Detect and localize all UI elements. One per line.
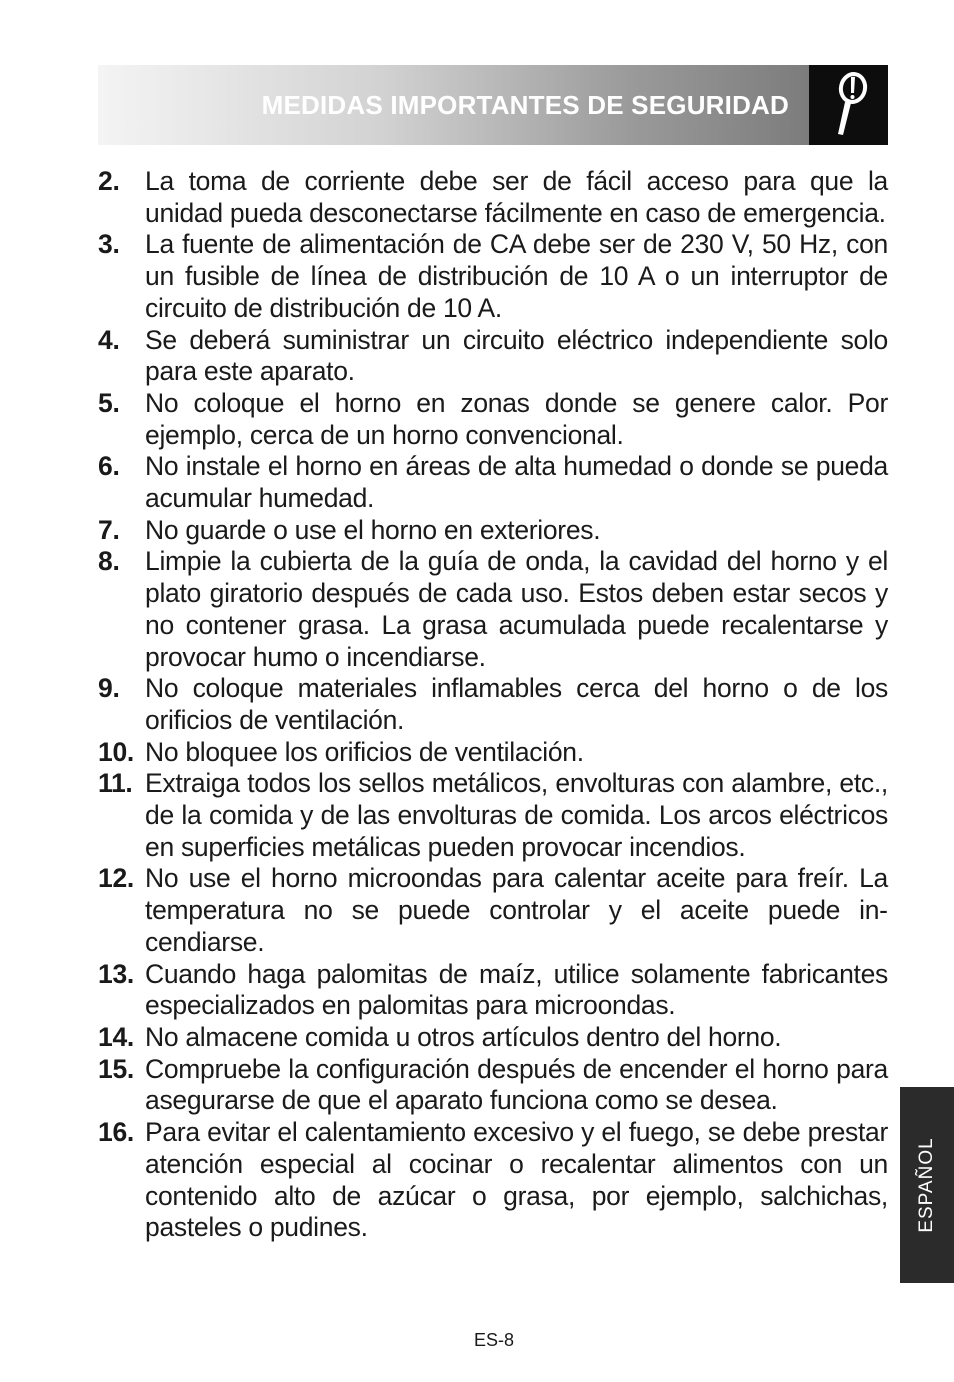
item-text: No instale el horno en áreas de alta humedad o donde se pueda acumular humedad. <box>145 451 888 514</box>
list-item <box>98 451 888 514</box>
warning-exclamation-icon <box>827 71 871 139</box>
item-text: Para evitar el calentamiento excesivo y el fuego, se debe prestar atención especial al cocinar o recalentar alimentos con un contenido alto de azúcar o grasa, por ejemplo, salchichas, pasteles o pudines. <box>145 1117 888 1243</box>
warning-icon-box <box>809 65 888 145</box>
item-text: Compruebe la configuración después de encender el horno para asegurarse de que el aparato funciona como se desea. <box>145 1053 888 1116</box>
item-number: 12. <box>98 863 134 894</box>
page-number: ES-8 <box>473 1330 515 1350</box>
list-item <box>98 388 888 451</box>
list-item <box>98 515 888 547</box>
item-number: 13. <box>98 958 134 989</box>
list-item <box>98 673 888 736</box>
item-number: 10. <box>98 736 134 767</box>
item-number: 11. <box>98 768 133 799</box>
list-item <box>98 959 888 1022</box>
list-item <box>98 229 888 324</box>
item-text: No coloque materiales inflamables cerca del horno o de los orificios de ventilación. <box>145 673 888 735</box>
item-text: No guarde o use el horno en exteriores. <box>145 514 601 545</box>
list-item <box>98 768 888 863</box>
language-tab <box>900 1087 954 1283</box>
language-label: ESPAÑOL <box>916 1137 937 1233</box>
item-number: 7. <box>98 514 120 545</box>
list-item <box>98 737 888 769</box>
list-item <box>98 546 888 673</box>
list-item <box>98 325 888 388</box>
list-item <box>98 1054 888 1117</box>
item-number: 5. <box>98 387 120 418</box>
item-text: Extraiga todos los sellos metálicos, envolturas con alambre, etc., de la comida y de las envolturas de comida. Los arcos eléctricos en superficies metálicas pueden provocar incendios. <box>145 768 888 862</box>
item-number: 14. <box>98 1021 134 1052</box>
section-header <box>98 65 809 145</box>
item-text: Cuando haga palomitas de maíz, utilice solamente fabricantes especializados en palomitas para microondas. <box>145 958 888 1021</box>
item-text: Limpie la cubierta de la guía de onda, la cavidad del horno y el plato giratorio después de cada uso. Estos deben estar secos y no contener grasa. La grasa acumulada puede recalentarse y provocar humo o incendiarse. <box>145 546 888 672</box>
list-item <box>98 863 888 958</box>
item-text: La toma de corriente debe ser de fácil acceso para que la unidad pueda desconectarse fácilmente en caso de emergencia. <box>145 166 888 228</box>
list-item <box>98 1117 888 1244</box>
item-number: 3. <box>98 229 120 260</box>
item-text: No bloquee los orificios de ventilación. <box>145 736 584 767</box>
list-item <box>98 1022 888 1054</box>
section-title: MEDIDAS IMPORTANTES DE SEGURIDAD <box>261 90 789 120</box>
list-item <box>98 166 888 229</box>
item-number: 4. <box>98 324 120 355</box>
item-text: No almacene comida u otros artículos dentro del horno. <box>145 1021 782 1052</box>
item-number: 16. <box>98 1117 134 1148</box>
item-text: La fuente de alimentación de CA debe ser de 230 V, 50 Hz, con un fusible de línea de distribución de 10 A o un interruptor de circuito de distribución de 10 A. <box>145 229 888 323</box>
item-number: 6. <box>98 451 120 482</box>
safety-instructions-list <box>98 166 888 1244</box>
item-number: 9. <box>98 673 120 704</box>
item-number: 2. <box>98 166 120 196</box>
item-text: Se deberá suministrar un circuito eléctrico independiente solo para este aparato. <box>145 324 888 387</box>
item-number: 15. <box>98 1053 134 1084</box>
item-text: No use el horno microondas para calentar aceite para freír. La temperatura no se puede controlar y el aceite puede incendiarse. <box>145 863 888 957</box>
item-text: No coloque el horno en zonas donde se genere calor. Por ejemplo, cerca de un horno convencional. <box>145 387 888 450</box>
item-number: 8. <box>98 546 120 577</box>
